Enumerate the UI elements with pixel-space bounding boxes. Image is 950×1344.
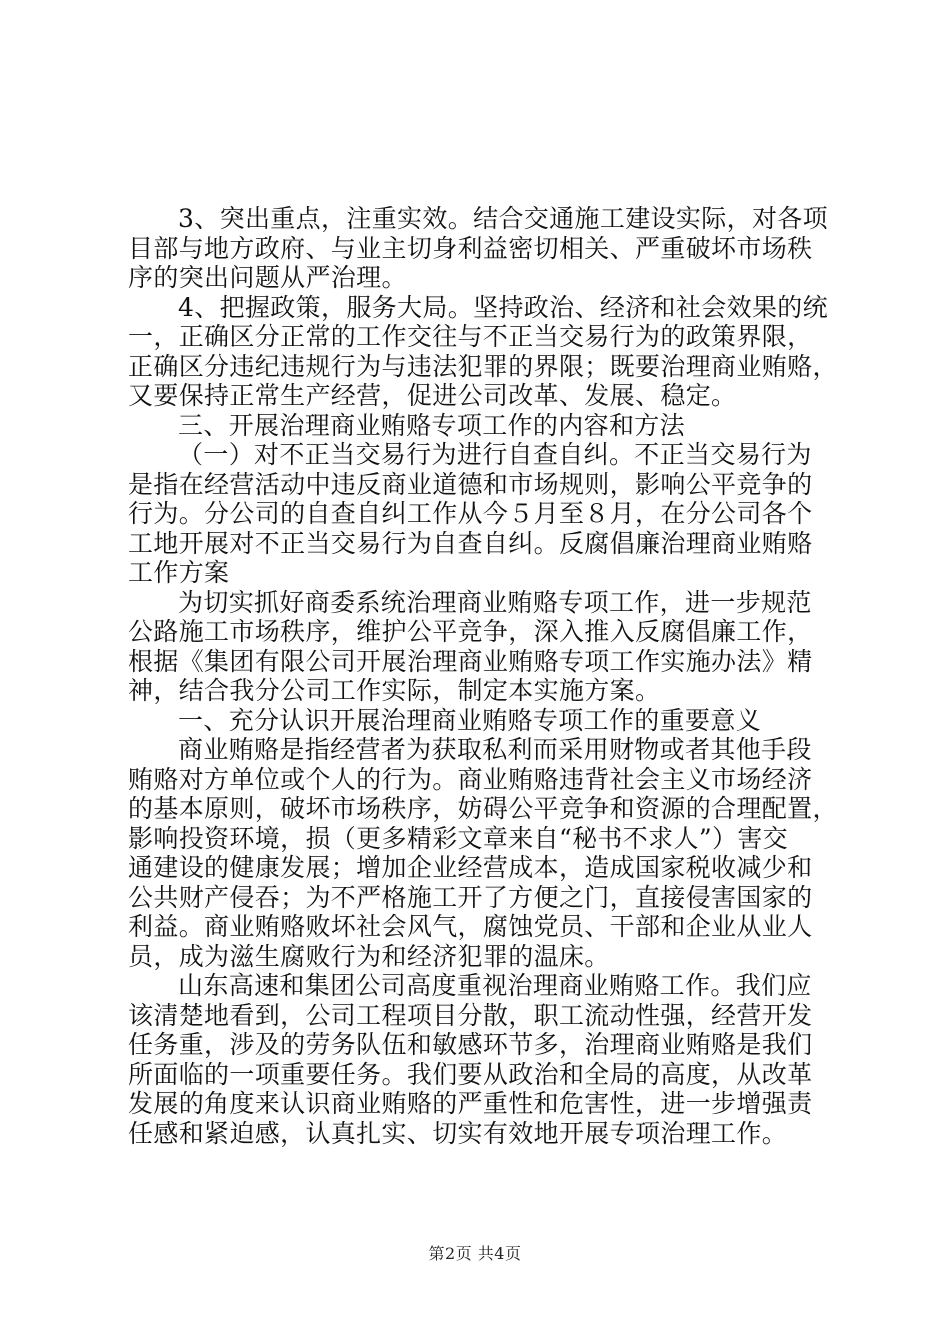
company-paragraph-line-6: 任感和紧迫感，认真扎实、切实有效地开展专项治理工作。 [128, 1118, 788, 1148]
page-number-footer: 第2页 共4页 [428, 1244, 522, 1263]
paragraph-3-line-3: 序的突出问题从严治理。 [128, 263, 407, 292]
paragraph-4-line-3: 正确区分违纪违规行为与违法犯罪的界限；既要治理商业贿赂， [128, 351, 838, 381]
intro-line-3: 根据《集团有限公司开展治理商业贿赂专项工作实施办法》精 [128, 646, 813, 676]
bribery-paragraph-line-4: 影响投资环境，损（更多精彩文章来自“秘书不求人”）害交 [128, 823, 789, 853]
document-body [128, 204, 838, 1148]
paragraph-3-line-1: 3、突出重点，注重实效。结合交通施工建设实际，对各项 [178, 204, 829, 233]
paragraph-3-line-2: 目部与地方政府、与业主切身利益密切相关、严重破坏市场秩 [128, 233, 813, 263]
bribery-paragraph-line-8: 员，成为滋生腐败行为和经济犯罪的温床。 [128, 941, 610, 971]
bribery-paragraph-line-3: 的基本原则，破坏市场秩序，妨碍公平竞争和资源的合理配置， [128, 794, 838, 823]
subsection-1-line-3: 行为。分公司的自查自纠工作从今５月至８月，在分公司各个 [128, 499, 813, 528]
paragraph-4-line-4: 又要保持正常生产经营，促进公司改革、发展、稳定。 [128, 381, 737, 410]
company-paragraph-line-2: 该清楚地看到，公司工程项目分散，职工流动性强，经营开发 [128, 1000, 813, 1030]
paragraph-4-line-1: 4、把握政策，服务大局。坚持政治、经济和社会效果的统 [178, 292, 829, 322]
company-paragraph-line-5: 发展的角度来认识商业贿赂的严重性和危害性，进一步增强责 [128, 1089, 813, 1118]
company-paragraph-line-1: 山东高速和集团公司高度重视治理商业贿赂工作。我们应 [178, 971, 812, 1000]
intro-line-2: 公路施工市场秩序，维护公平竞争，深入推入反腐倡廉工作， [128, 617, 813, 646]
paragraph-4-line-2: 一，正确区分正常的工作交往与不正当交易行为的政策界限， [128, 322, 813, 351]
bribery-paragraph-line-1: 商业贿赂是指经营者为获取私利而采用财物或者其他手段 [178, 735, 812, 764]
section-heading-3: 三、开展治理商业贿赂专项工作的内容和方法 [178, 410, 686, 440]
bribery-paragraph-line-7: 利益。商业贿赂败坏社会风气，腐蚀党员、干部和企业从业人 [128, 912, 813, 941]
subsection-1-line-2: 是指在经营活动中违反商业道德和市场规则，影响公平竞争的 [128, 469, 813, 499]
intro-line-4: 神，结合我分公司工作实际，制定本实施方案。 [128, 676, 661, 705]
subsection-1-line-1: （一）对不正当交易行为进行自查自纠。不正当交易行为 [178, 440, 812, 469]
bribery-paragraph-line-6: 公共财产侵吞；为不严格施工开了方便之门，直接侵害国家的 [128, 882, 813, 912]
subsection-1-line-5: 工作方案 [128, 558, 230, 587]
subsection-1-line-4: 工地开展对不正当交易行为自查自纠。反腐倡廉治理商业贿赂 [128, 528, 813, 558]
section-heading-1: 一、充分认识开展治理商业贿赂专项工作的重要意义 [178, 705, 762, 735]
company-paragraph-line-3: 任务重，涉及的劳务队伍和敏感环节多，治理商业贿赂是我们 [128, 1030, 813, 1059]
intro-line-1: 为切实抓好商委系统治理商业贿赂专项工作，进一步规范 [178, 587, 812, 617]
bribery-paragraph-line-2: 贿赂对方单位或个人的行为。商业贿赂违背社会主义市场经济 [128, 764, 813, 794]
bribery-paragraph-line-5: 通建设的健康发展；增加企业经营成本，造成国家税收减少和 [128, 853, 813, 882]
company-paragraph-line-4: 所面临的一项重要任务。我们要从政治和全局的高度，从改革 [128, 1059, 813, 1089]
